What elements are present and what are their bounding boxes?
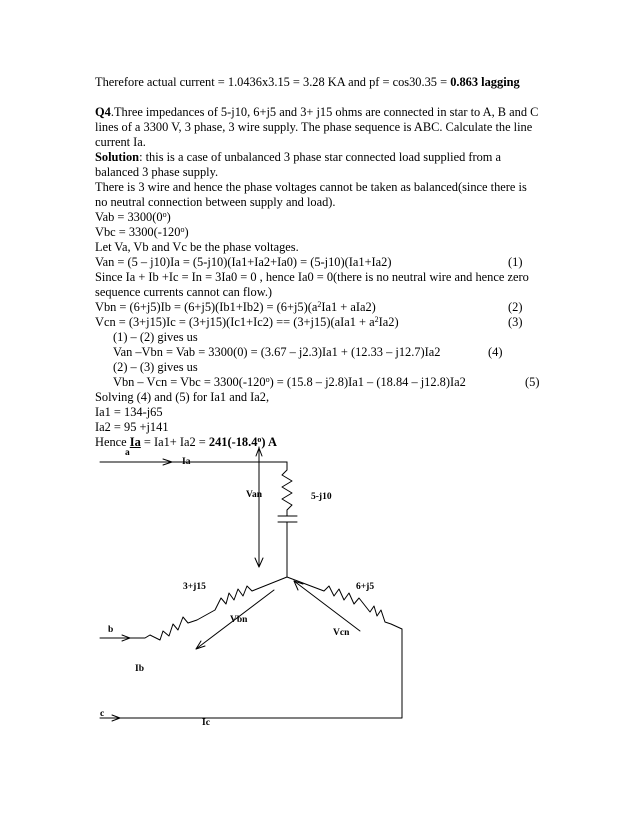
solving-line: Solving (4) and (5) for Ia1 and Ia2, [95, 390, 270, 404]
label-c: c [100, 709, 105, 719]
actual-current-text: Therefore actual current = 1.0436x3.15 = 3.28 KA and pf = cos30.35 = [95, 75, 451, 89]
degree-sup: o [257, 435, 262, 444]
degree-sup: o [180, 225, 185, 234]
hence-mid: = Ia1+ Ia2 = [140, 435, 209, 449]
label-ia: Ia [182, 457, 191, 467]
resistor-a-icon [282, 462, 292, 516]
question-line-2: lines of a 3300 V, 3 phase, 3 wire supply. The phase sequence is ABC. Calculate the line [95, 120, 533, 134]
question-label: Q4 [95, 105, 111, 119]
solution-label: Solution [95, 150, 140, 164]
vbn-tail: Ia1 + aIa2) [321, 300, 376, 314]
question-line-3: current Ia. [95, 135, 146, 149]
capacitor-a-icon [278, 516, 297, 522]
label-vbn: Vbn [230, 615, 248, 625]
vbc-text: Vbc = 3300(-120 [95, 225, 181, 239]
wire-line-1: There is 3 wire and hence the phase voltages cannot be taken as balanced(since there is [95, 180, 527, 194]
label-a: a [125, 448, 130, 458]
gives-line-2: (2) – (3) gives us [113, 360, 198, 374]
vcn-tail: Ia2) [378, 315, 399, 329]
ia-unit: ) A [261, 435, 277, 449]
equation-number-2: (2) [508, 300, 523, 314]
square-sup: 2 [374, 315, 379, 324]
vbn-vcn-text: Vbn – Vcn = Vbc = 3300(-120 [113, 375, 266, 389]
label-b: b [108, 625, 114, 635]
question-text: .Three impedances of 5-j10, 6+j5 and 3+ j15 ohms are connected in star to A, B and C [110, 105, 539, 119]
since-line-2: sequence currents cannot can flow.) [95, 285, 273, 299]
vab-text: Vab = 3300(0 [95, 210, 163, 224]
wire-line-2: no neutral connection between supply and load). [95, 195, 336, 209]
ia1-line: Ia1 = 134-j65 [95, 405, 163, 419]
vbn-vcn-tail: ) = (15.8 – j2.8)Ia1 – (18.84 – j12.8)Ia2 [269, 375, 466, 389]
square-sup: 2 [317, 300, 322, 309]
ia-underlined: Ia [129, 435, 141, 449]
hence-text: Hence [95, 435, 130, 449]
solution-line-2: balanced 3 phase supply. [95, 165, 219, 179]
van-equation: Van = (5 – j10)Ia = (5-j10)(Ia1+Ia2+Ia0) = (5-j10)(Ia1+Ia2) [95, 255, 392, 269]
vab-close: ) [166, 210, 171, 224]
label-z-b: 3+j15 [183, 582, 206, 592]
label-z-c: 6+j5 [356, 582, 375, 592]
ia2-line: Ia2 = 95 +j141 [95, 420, 169, 434]
vcn-text: Vcn = (3+j15)Ic = (3+j15)(Ic1+Ic2) == (3+j15)(aIa1 + a [95, 315, 375, 329]
gives-line-1: (1) – (2) gives us [113, 330, 198, 344]
label-ic: Ic [202, 718, 210, 728]
label-van: Van [246, 490, 263, 500]
ia-result: 241(-18.4 [208, 435, 258, 449]
label-z-a: 5-j10 [311, 492, 332, 502]
van-vbn-equation: Van –Vbn = Vab = 3300(0) = (3.67 – j2.3)Ia1 + (12.33 – j12.7)Ia2 [113, 345, 441, 359]
equation-number-1: (1) [508, 255, 523, 269]
label-ib: Ib [135, 664, 144, 674]
vbn-text: Vbn = (6+j5)Ib = (6+j5)(Ib1+Ib2) = (6+j5)(a [95, 300, 318, 314]
vbc-close: ) [184, 225, 189, 239]
pf-result: 0.863 lagging [450, 75, 520, 89]
let-line: Let Va, Vb and Vc be the phase voltages. [95, 240, 299, 254]
equation-number-3: (3) [508, 315, 523, 329]
solution-text: : this is a case of unbalanced 3 phase star connected load supplied from a [139, 150, 502, 164]
label-vcn: Vcn [333, 628, 350, 638]
branch-c-wire [100, 577, 402, 718]
equation-number-4: (4) [488, 345, 503, 359]
degree-sup: o [162, 210, 167, 219]
since-line-1: Since Ia + Ib +Ic = In = 3Ia0 = 0 , hence Ia0 = 0(there is no neutral wire and hence zero [95, 270, 529, 284]
equation-number-5: (5) [525, 375, 540, 389]
degree-sup: o [265, 375, 270, 384]
